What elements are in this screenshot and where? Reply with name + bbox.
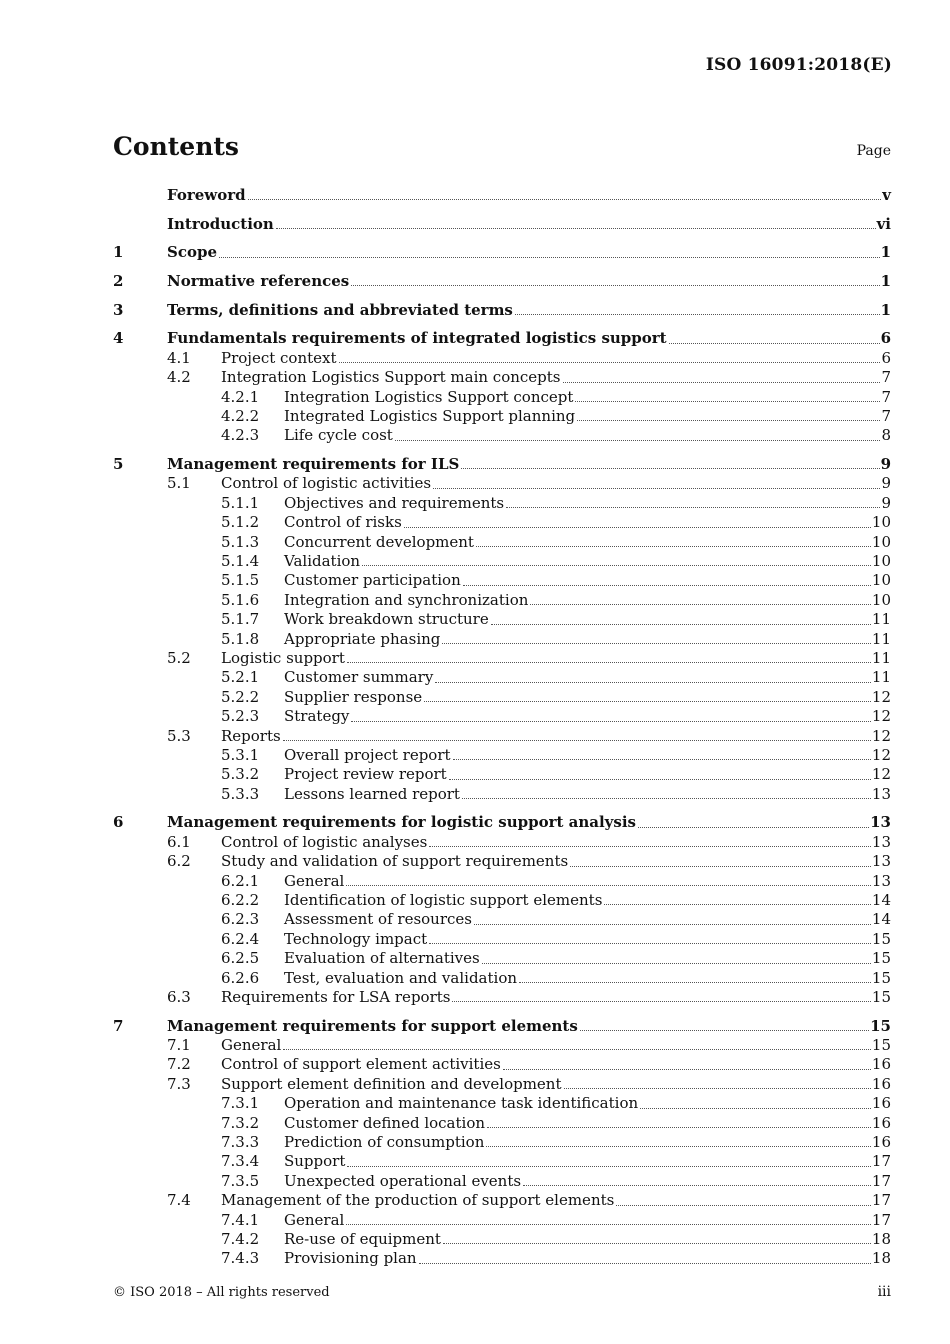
toc-entry[interactable] bbox=[113, 1017, 891, 1036]
toc-entry-title[interactable]: Strategy bbox=[284, 707, 350, 726]
toc-entry-page: 11 bbox=[871, 648, 891, 667]
toc-entry-number: 5.1 bbox=[167, 474, 191, 493]
toc-entry-number: 5.1.1 bbox=[221, 493, 260, 512]
toc-entry-number: 2 bbox=[113, 272, 124, 291]
toc-entry-title[interactable]: General bbox=[221, 1035, 282, 1054]
toc-entry-page: 10 bbox=[871, 590, 891, 609]
toc-entry[interactable] bbox=[113, 1191, 891, 1210]
toc-entry-page: 17 bbox=[871, 1191, 891, 1210]
dot-leader bbox=[463, 584, 871, 586]
toc-entry-title[interactable]: Support bbox=[284, 1152, 346, 1171]
toc-entry[interactable] bbox=[113, 1055, 891, 1074]
toc-entry[interactable] bbox=[113, 910, 891, 929]
toc-entry-page: 14 bbox=[871, 890, 891, 909]
toc-entry-number: 7.4.2 bbox=[221, 1229, 260, 1248]
toc-entry[interactable] bbox=[113, 1152, 891, 1171]
dot-leader bbox=[424, 700, 871, 702]
toc-entry-title[interactable]: Logistic support bbox=[221, 648, 345, 667]
toc-entry-number: 5.3.3 bbox=[221, 784, 260, 803]
toc-entry-number: 5.2.3 bbox=[221, 707, 260, 726]
toc-entry-title[interactable]: Foreword bbox=[167, 185, 246, 204]
toc-entry[interactable] bbox=[113, 813, 891, 832]
toc-entry-number: 4.2.1 bbox=[221, 387, 260, 406]
toc-entry-title[interactable]: Project review report bbox=[284, 765, 447, 784]
toc-entry-title[interactable]: Scope bbox=[167, 243, 218, 262]
toc-entry-title[interactable]: Control of support element activities bbox=[221, 1055, 501, 1074]
toc-entry[interactable] bbox=[113, 426, 891, 445]
dot-leader bbox=[563, 381, 881, 383]
toc-entry-number: 5.2.2 bbox=[221, 687, 260, 706]
toc-entry-page: 9 bbox=[880, 455, 891, 474]
dot-leader bbox=[523, 1184, 871, 1186]
toc-entry-page: 13 bbox=[871, 871, 891, 890]
toc-entry-number: 5.2.1 bbox=[221, 668, 260, 687]
toc-entry-number: 7.3 bbox=[167, 1074, 191, 1093]
dot-leader bbox=[638, 826, 869, 828]
dot-leader bbox=[503, 1068, 871, 1070]
toc-entry[interactable] bbox=[113, 727, 891, 746]
toc-entry-number: 1 bbox=[113, 243, 124, 262]
toc-entry-title[interactable]: Test, evaluation and validation bbox=[284, 968, 518, 987]
toc-entry[interactable] bbox=[113, 852, 891, 871]
toc-entry-number: 4.2.3 bbox=[221, 426, 260, 445]
toc-entry-page: 15 bbox=[871, 949, 891, 968]
toc-entry-title[interactable]: Project context bbox=[221, 348, 337, 367]
toc-entry-page: 17 bbox=[871, 1171, 891, 1190]
toc-entry[interactable] bbox=[113, 1036, 891, 1055]
toc-entry-title[interactable]: Integration Logistics Support concept bbox=[284, 387, 574, 406]
toc-entry-number: 7.4.1 bbox=[221, 1210, 260, 1229]
toc-entry-number: 7.3.2 bbox=[221, 1113, 260, 1132]
dot-leader bbox=[487, 1126, 871, 1128]
toc-entry-number: 6.2.5 bbox=[221, 949, 260, 968]
toc-entry-title[interactable]: Support element definition and development bbox=[221, 1074, 562, 1093]
toc-entry-page: 1 bbox=[880, 243, 891, 262]
toc-entry-number: 6.2.3 bbox=[221, 910, 260, 929]
toc-entry-number: 4 bbox=[113, 329, 124, 348]
toc-entry[interactable] bbox=[113, 243, 891, 262]
dot-leader bbox=[482, 962, 871, 964]
dot-leader bbox=[669, 342, 880, 344]
toc-entry[interactable] bbox=[113, 329, 891, 348]
toc-entry-page: 11 bbox=[871, 610, 891, 629]
toc-entry[interactable] bbox=[113, 1249, 891, 1268]
toc-entry-number: 5.3.2 bbox=[221, 765, 260, 784]
toc-entry-title[interactable]: Lessons learned report bbox=[284, 784, 460, 803]
toc-entry-page: 13 bbox=[870, 813, 891, 832]
toc-entry[interactable] bbox=[113, 513, 891, 532]
dot-leader bbox=[404, 526, 871, 528]
toc-entry-title[interactable]: Normative references bbox=[167, 272, 350, 291]
dot-leader bbox=[462, 797, 871, 799]
dot-leader bbox=[351, 720, 871, 722]
toc-entry-page: 10 bbox=[871, 552, 891, 571]
toc-entry-number: 7 bbox=[113, 1016, 124, 1035]
toc-entry-number: 5.1.4 bbox=[221, 552, 260, 571]
toc-entry[interactable] bbox=[113, 1075, 891, 1094]
dot-leader bbox=[248, 198, 882, 200]
toc-entry-title[interactable]: Terms, definitions and abbreviated terms bbox=[167, 300, 513, 319]
toc-entry-title[interactable]: Objectives and requirements bbox=[284, 493, 505, 512]
toc-entry-title[interactable]: Fundamentals requirements of integrated logistics support bbox=[167, 329, 667, 348]
dot-leader bbox=[476, 545, 871, 547]
toc-entry[interactable] bbox=[113, 988, 891, 1007]
dot-leader bbox=[339, 361, 881, 363]
dot-leader bbox=[616, 1204, 871, 1206]
dot-leader bbox=[515, 313, 880, 315]
toc-entry-title[interactable]: Identification of logistic support elements bbox=[284, 890, 603, 909]
dot-leader bbox=[530, 603, 871, 605]
toc-entry[interactable] bbox=[113, 1230, 891, 1249]
toc-entry-page: 12 bbox=[871, 726, 891, 745]
toc-entry[interactable] bbox=[113, 1114, 891, 1133]
copyright-notice: © ISO 2018 – All rights reserved bbox=[113, 1285, 330, 1300]
dot-leader bbox=[640, 1107, 871, 1109]
toc-entry[interactable] bbox=[113, 746, 891, 765]
toc-entry[interactable] bbox=[113, 630, 891, 649]
toc-entry-title[interactable]: Requirements for LSA reports bbox=[221, 987, 451, 1006]
toc-entry[interactable] bbox=[113, 930, 891, 949]
toc-entry-page: 6 bbox=[881, 348, 891, 367]
toc-entry-page: 10 bbox=[871, 513, 891, 532]
toc-entry[interactable] bbox=[113, 1133, 891, 1152]
toc-entry-title[interactable]: Integration and synchronization bbox=[284, 590, 529, 609]
toc-entry-page: v bbox=[882, 185, 891, 204]
toc-entry-title[interactable]: Customer participation bbox=[284, 571, 461, 590]
toc-entry-title[interactable]: Assessment of resources bbox=[284, 910, 472, 929]
toc-entry-number: 4.2.2 bbox=[221, 406, 260, 425]
toc-entry-title[interactable]: Customer defined location bbox=[284, 1113, 486, 1132]
toc-entry[interactable] bbox=[113, 707, 891, 726]
toc-entry-title[interactable]: Introduction bbox=[167, 214, 274, 233]
toc-entry-title[interactable]: Validation bbox=[284, 552, 361, 571]
toc-entry-page: 15 bbox=[871, 1035, 891, 1054]
dot-leader bbox=[443, 1242, 871, 1244]
toc-entry[interactable] bbox=[113, 591, 891, 610]
toc-entry[interactable] bbox=[113, 455, 891, 474]
dot-leader bbox=[346, 1223, 871, 1225]
toc-entry-page: 9 bbox=[881, 493, 891, 512]
toc-entry-title[interactable]: Life cycle cost bbox=[284, 426, 393, 445]
dot-leader bbox=[580, 1029, 869, 1031]
toc-entry[interactable] bbox=[113, 571, 891, 590]
toc-entry-title[interactable]: Appropriate phasing bbox=[284, 629, 441, 648]
toc-entry[interactable] bbox=[113, 765, 891, 784]
toc-entry-number: 7.3.5 bbox=[221, 1171, 260, 1190]
toc-entry-page: 12 bbox=[871, 765, 891, 784]
dot-leader bbox=[506, 506, 880, 508]
toc-entry-title[interactable]: Reports bbox=[221, 726, 281, 745]
toc-entry-page: 7 bbox=[881, 387, 891, 406]
toc-entry-page: 1 bbox=[880, 300, 891, 319]
toc-entry-title[interactable]: Integrated Logistics Support planning bbox=[284, 406, 576, 425]
toc-entry[interactable] bbox=[113, 272, 891, 291]
toc-entry[interactable] bbox=[113, 407, 891, 426]
toc-entry-page: 13 bbox=[871, 852, 891, 871]
toc-entry[interactable] bbox=[113, 891, 891, 910]
toc-entry-page: 13 bbox=[871, 832, 891, 851]
toc-entry-number: 6.2.6 bbox=[221, 968, 260, 987]
toc-entry[interactable] bbox=[113, 610, 891, 629]
toc-entry[interactable] bbox=[113, 969, 891, 988]
toc-entry-title[interactable]: Technology impact bbox=[284, 929, 428, 948]
toc-entry-title[interactable]: Customer summary bbox=[284, 668, 434, 687]
toc-entry[interactable] bbox=[113, 833, 891, 852]
dot-leader bbox=[442, 642, 871, 644]
toc-entry-number: 6.2 bbox=[167, 852, 191, 871]
toc-entry[interactable] bbox=[113, 349, 891, 368]
dot-leader bbox=[419, 1262, 871, 1264]
dot-leader bbox=[433, 487, 880, 489]
toc-entry[interactable] bbox=[113, 533, 891, 552]
toc-entry[interactable] bbox=[113, 688, 891, 707]
toc-entry-title[interactable]: Supplier response bbox=[284, 687, 423, 706]
toc-entry-page: 6 bbox=[880, 329, 891, 348]
dot-leader bbox=[429, 845, 871, 847]
toc-entry-page: 15 bbox=[871, 968, 891, 987]
toc-entry-number: 5.3 bbox=[167, 726, 191, 745]
toc-entry-page: 11 bbox=[871, 629, 891, 648]
toc-entry-number: 4.2 bbox=[167, 368, 191, 387]
toc-entry-title[interactable]: Prediction of consumption bbox=[284, 1132, 485, 1151]
dot-leader bbox=[575, 400, 880, 402]
document-id: ISO 16091:2018(E) bbox=[705, 55, 892, 75]
toc-entry-title[interactable]: Work breakdown structure bbox=[284, 610, 489, 629]
toc-entry[interactable] bbox=[113, 494, 891, 513]
toc-entry-number: 3 bbox=[113, 300, 124, 319]
toc-entry[interactable] bbox=[113, 1211, 891, 1230]
toc-entry-title[interactable]: Unexpected operational events bbox=[284, 1171, 522, 1190]
toc-entry-page: 17 bbox=[871, 1210, 891, 1229]
toc-entry-title[interactable]: Study and validation of support requirements bbox=[221, 852, 569, 871]
toc-entry-number: 7.4 bbox=[167, 1191, 191, 1210]
toc-entry-number: 5.1.3 bbox=[221, 532, 260, 551]
toc-entry-page: 16 bbox=[871, 1074, 891, 1093]
dot-leader bbox=[449, 778, 871, 780]
toc-entry-number: 5 bbox=[113, 455, 124, 474]
dot-leader bbox=[564, 1087, 871, 1089]
toc-entry-title[interactable]: General bbox=[284, 871, 345, 890]
toc-entry-number: 5.1.7 bbox=[221, 610, 260, 629]
dot-leader bbox=[283, 739, 871, 741]
dot-leader bbox=[351, 284, 879, 286]
toc-entry-title[interactable]: General bbox=[284, 1210, 345, 1229]
page-column-label: Page bbox=[856, 143, 891, 159]
toc-entry-title[interactable]: Management of the production of support elements bbox=[221, 1191, 615, 1210]
toc-entry-page: 15 bbox=[871, 987, 891, 1006]
toc-entry[interactable] bbox=[113, 368, 891, 387]
toc-entry[interactable] bbox=[113, 215, 891, 234]
dot-leader bbox=[283, 1048, 871, 1050]
toc-entry-page: 16 bbox=[871, 1132, 891, 1151]
dot-leader bbox=[219, 256, 880, 258]
toc-entry-page: 14 bbox=[871, 910, 891, 929]
toc-entry-page: 15 bbox=[870, 1016, 891, 1035]
toc-entry-page: 7 bbox=[881, 368, 891, 387]
table-of-contents bbox=[113, 186, 891, 1269]
dot-leader bbox=[474, 923, 871, 925]
dot-leader bbox=[519, 981, 871, 983]
page-number: iii bbox=[877, 1284, 891, 1300]
toc-entry-title[interactable]: Control of risks bbox=[284, 513, 402, 532]
toc-entry-page: 11 bbox=[871, 668, 891, 687]
toc-entry[interactable] bbox=[113, 1172, 891, 1191]
dot-leader bbox=[461, 467, 879, 469]
dot-leader bbox=[395, 439, 881, 441]
toc-entry[interactable] bbox=[113, 785, 891, 804]
toc-entry-page: 13 bbox=[871, 784, 891, 803]
toc-entry-title[interactable]: Re-use of equipment bbox=[284, 1229, 441, 1248]
dot-leader bbox=[362, 564, 871, 566]
toc-entry-number: 7.3.4 bbox=[221, 1152, 260, 1171]
toc-entry-number: 5.1.5 bbox=[221, 571, 260, 590]
toc-entry-title[interactable]: Management requirements for support elements bbox=[167, 1016, 578, 1035]
toc-entry-page: 12 bbox=[871, 745, 891, 764]
toc-entry-number: 7.1 bbox=[167, 1035, 191, 1054]
toc-entry-title[interactable]: Integration Logistics Support main concepts bbox=[221, 368, 561, 387]
toc-entry-number: 7.4.3 bbox=[221, 1249, 260, 1268]
toc-entry-number: 6 bbox=[113, 813, 124, 832]
toc-entry-page: 12 bbox=[871, 707, 891, 726]
dot-leader bbox=[435, 681, 871, 683]
toc-entry[interactable] bbox=[113, 186, 891, 205]
toc-entry-page: 16 bbox=[871, 1094, 891, 1113]
toc-entry[interactable] bbox=[113, 552, 891, 571]
toc-entry-page: 16 bbox=[871, 1113, 891, 1132]
toc-entry-page: 18 bbox=[871, 1229, 891, 1248]
toc-entry[interactable] bbox=[113, 668, 891, 687]
toc-entry-page: 18 bbox=[871, 1249, 891, 1268]
toc-entry-number: 5.1.6 bbox=[221, 590, 260, 609]
toc-entry-title[interactable]: Management requirements for ILS bbox=[167, 455, 460, 474]
toc-entry[interactable] bbox=[113, 872, 891, 891]
dot-leader bbox=[486, 1145, 871, 1147]
toc-entry-title[interactable]: Operation and maintenance task identification bbox=[284, 1094, 639, 1113]
toc-entry-title[interactable]: Concurrent development bbox=[284, 532, 474, 551]
toc-entry-title[interactable]: Evaluation of alternatives bbox=[284, 949, 480, 968]
dot-leader bbox=[347, 1165, 871, 1167]
toc-entry-title[interactable]: Provisioning plan bbox=[284, 1249, 417, 1268]
dot-leader bbox=[429, 942, 871, 944]
dot-leader bbox=[491, 623, 871, 625]
toc-entry-page: vi bbox=[876, 214, 891, 233]
toc-entry-title[interactable]: Management requirements for logistic support analysis bbox=[167, 813, 636, 832]
toc-entry-page: 1 bbox=[880, 272, 891, 291]
toc-entry-page: 9 bbox=[881, 474, 891, 493]
dot-leader bbox=[453, 758, 871, 760]
toc-entry-number: 6.1 bbox=[167, 832, 191, 851]
toc-entry-number: 6.2.2 bbox=[221, 890, 260, 909]
toc-entry[interactable] bbox=[113, 949, 891, 968]
toc-entry-page: 7 bbox=[881, 406, 891, 425]
dot-leader bbox=[346, 884, 871, 886]
toc-entry-title[interactable]: Control of logistic analyses bbox=[221, 832, 428, 851]
dot-leader bbox=[570, 865, 871, 867]
toc-entry-number: 6.3 bbox=[167, 987, 191, 1006]
toc-entry-number: 5.1.2 bbox=[221, 513, 260, 532]
toc-entry-number: 5.1.8 bbox=[221, 629, 260, 648]
toc-entry-number: 5.3.1 bbox=[221, 745, 260, 764]
toc-entry-page: 15 bbox=[871, 929, 891, 948]
toc-entry-number: 4.1 bbox=[167, 348, 191, 367]
toc-entry-title[interactable]: Control of logistic activities bbox=[221, 474, 432, 493]
toc-entry[interactable] bbox=[113, 1094, 891, 1113]
toc-entry-page: 10 bbox=[871, 571, 891, 590]
toc-entry[interactable] bbox=[113, 649, 891, 668]
dot-leader bbox=[604, 903, 871, 905]
toc-entry[interactable] bbox=[113, 301, 891, 320]
dot-leader bbox=[452, 1000, 870, 1002]
toc-entry[interactable] bbox=[113, 388, 891, 407]
toc-entry-number: 6.2.4 bbox=[221, 929, 260, 948]
dot-leader bbox=[347, 661, 871, 663]
toc-entry-page: 12 bbox=[871, 687, 891, 706]
toc-entry-number: 5.2 bbox=[167, 648, 191, 667]
toc-entry[interactable] bbox=[113, 474, 891, 493]
toc-entry-page: 10 bbox=[871, 532, 891, 551]
toc-entry-number: 7.3.1 bbox=[221, 1094, 260, 1113]
toc-entry-title[interactable]: Overall project report bbox=[284, 745, 451, 764]
contents-heading: Contents bbox=[113, 132, 240, 161]
toc-entry-page: 17 bbox=[871, 1152, 891, 1171]
toc-entry-page: 16 bbox=[871, 1055, 891, 1074]
toc-entry-number: 7.2 bbox=[167, 1055, 191, 1074]
toc-entry-page: 8 bbox=[881, 426, 891, 445]
dot-leader bbox=[276, 227, 876, 229]
toc-entry-number: 7.3.3 bbox=[221, 1132, 260, 1151]
dot-leader bbox=[577, 419, 880, 421]
toc-entry-number: 6.2.1 bbox=[221, 871, 260, 890]
